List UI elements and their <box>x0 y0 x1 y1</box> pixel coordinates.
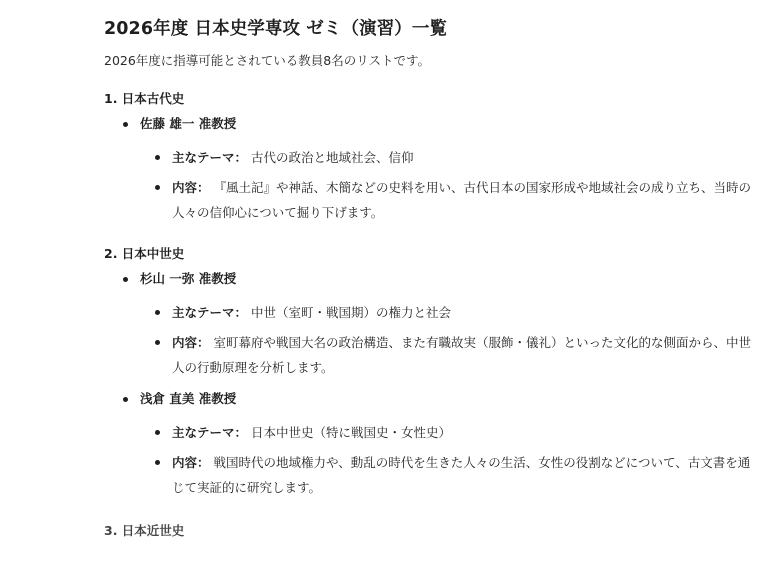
bullet-icon <box>155 460 160 465</box>
content-item <box>140 175 752 225</box>
content-label: 内容： <box>172 180 210 195</box>
detail-list <box>140 145 780 225</box>
bullet-icon <box>123 397 128 402</box>
content-item <box>140 450 752 500</box>
section-heading: 2. 日本中世史 <box>104 246 185 261</box>
teacher-item <box>104 388 780 500</box>
teacher-name: 浅倉 直美 准教授 <box>140 391 237 406</box>
bullet-icon <box>155 430 160 435</box>
section-early-modern-history <box>104 520 780 542</box>
intro-text: 2026年度に指導可能とされている教員8名のリストです。 <box>104 53 431 68</box>
bullet-icon <box>123 277 128 282</box>
page-title: 2026年度 日本史学専攻 ゼミ（演習）一覧 <box>104 19 448 39</box>
content-text: 『風土記』や神話、木簡などの史料を用い、古代日本の国家形成や地域社会の成り立ち、当時の人々の信仰心について掘り下げます。 <box>172 180 752 220</box>
detail-list <box>140 420 780 500</box>
bullet-icon <box>155 340 160 345</box>
theme-text: 日本中世史（特に戦国史・女性史） <box>251 425 452 440</box>
section-medieval-history <box>104 243 780 500</box>
theme-text: 中世（室町・戦国期）の権力と社会 <box>251 305 452 320</box>
theme-text: 古代の政治と地域社会、信仰 <box>251 150 414 165</box>
content-item <box>140 330 752 380</box>
theme-label: 主なテーマ： <box>172 305 248 320</box>
teacher-name: 杉山 一弥 准教授 <box>140 271 237 286</box>
theme-item <box>140 420 752 445</box>
content-label: 内容： <box>172 455 210 470</box>
bullet-icon <box>155 155 160 160</box>
theme-item <box>140 145 752 170</box>
teacher-name: 佐藤 雄一 准教授 <box>140 116 237 131</box>
theme-label: 主なテーマ： <box>172 425 248 440</box>
bullet-icon <box>155 310 160 315</box>
bullet-icon <box>155 185 160 190</box>
content-text: 室町幕府や戦国大名の政治構造、また有職故実（服飾・儀礼）といった文化的な側面から、中世人の行動原理を分析します。 <box>172 335 752 375</box>
detail-list <box>140 300 780 380</box>
section-heading: 1. 日本古代史 <box>104 91 185 106</box>
theme-label: 主なテーマ： <box>172 150 248 165</box>
content-text: 戦国時代の地域権力や、動乱の時代を生きた人々の生活、女性の役割などについて、古文書を通じて実証的に研究します。 <box>172 455 751 495</box>
teacher-list <box>104 113 780 225</box>
teacher-item <box>104 268 780 380</box>
section-heading: 3. 日本近世史 <box>104 523 185 538</box>
section-ancient-history <box>104 88 780 225</box>
teacher-list <box>104 268 780 500</box>
teacher-item <box>104 113 780 225</box>
theme-item <box>140 300 752 325</box>
content-label: 内容： <box>172 335 210 350</box>
bullet-icon <box>123 122 128 127</box>
